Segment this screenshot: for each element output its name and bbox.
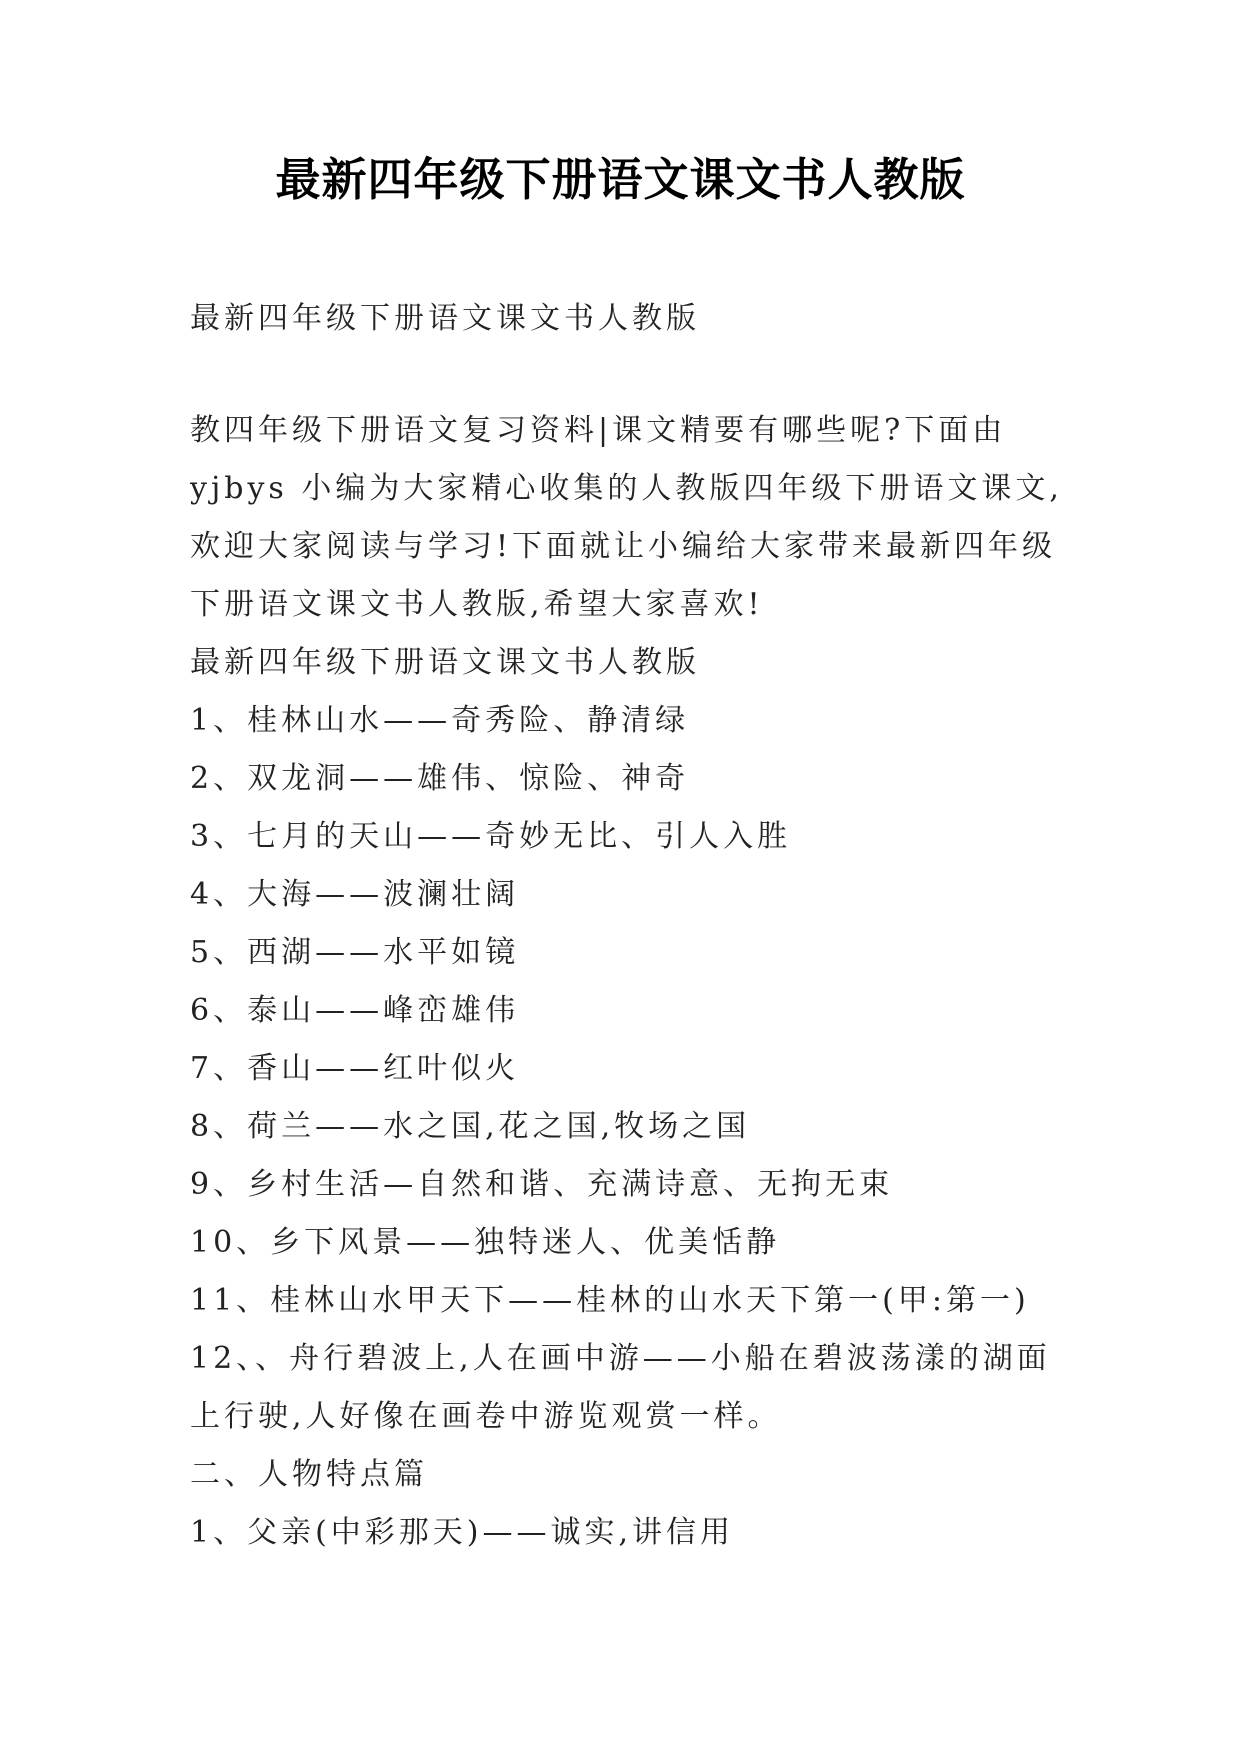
list-item: 5、西湖——水平如镜 (190, 935, 520, 970)
document-title: 最新四年级下册语文课文书人教版 (275, 153, 966, 206)
list-item: 6、泰山——峰峦雄伟 (190, 993, 520, 1028)
document-subtitle: 最新四年级下册语文课文书人教版 (190, 301, 700, 336)
list-item: 2、双龙洞——雄伟、惊险、神奇 (190, 761, 690, 796)
list-item: 3、七月的天山——奇妙无比、引人入胜 (190, 819, 792, 854)
list-item: 4、大海——波澜壮阔 (190, 877, 520, 912)
intro-line: 下册语文课文书人教版,希望大家喜欢! (190, 587, 764, 622)
list-item: 12、、舟行碧波上,人在画中游——小船在碧波荡漾的湖面 (190, 1341, 1051, 1376)
list-item: 7、香山——红叶似火 (190, 1051, 520, 1086)
list-item-continuation: 上行驶,人好像在画卷中游览观赏一样。 (190, 1399, 782, 1434)
list-item: 10、乡下风景——独特迷人、优美恬静 (190, 1225, 781, 1260)
intro-paragraph (190, 402, 1070, 634)
content-list (190, 634, 1070, 1562)
intro-line: yjbys 小编为大家精心收集的人教版四年级下册语文课文, (190, 471, 1063, 506)
list-item: 1、桂林山水——奇秀险、静清绿 (190, 703, 690, 738)
list-item: 11、桂林山水甲天下——桂林的山水天下第一(甲:第一) (190, 1283, 1030, 1318)
list-item: 8、荷兰——水之国,花之国,牧场之国 (190, 1109, 751, 1144)
section-heading: 最新四年级下册语文课文书人教版 (190, 645, 700, 680)
list-item: 1、父亲(中彩那天)——诚实,讲信用 (190, 1515, 735, 1550)
intro-line: 教四年级下册语文复习资料|课文精要有哪些呢?下面由 (190, 413, 1007, 448)
list-item: 9、乡村生活—自然和谐、充满诗意、无拘无束 (190, 1167, 894, 1202)
section-heading: 二、人物特点篇 (190, 1457, 428, 1492)
intro-line: 欢迎大家阅读与学习!下面就让小编给大家带来最新四年级 (190, 529, 1057, 564)
